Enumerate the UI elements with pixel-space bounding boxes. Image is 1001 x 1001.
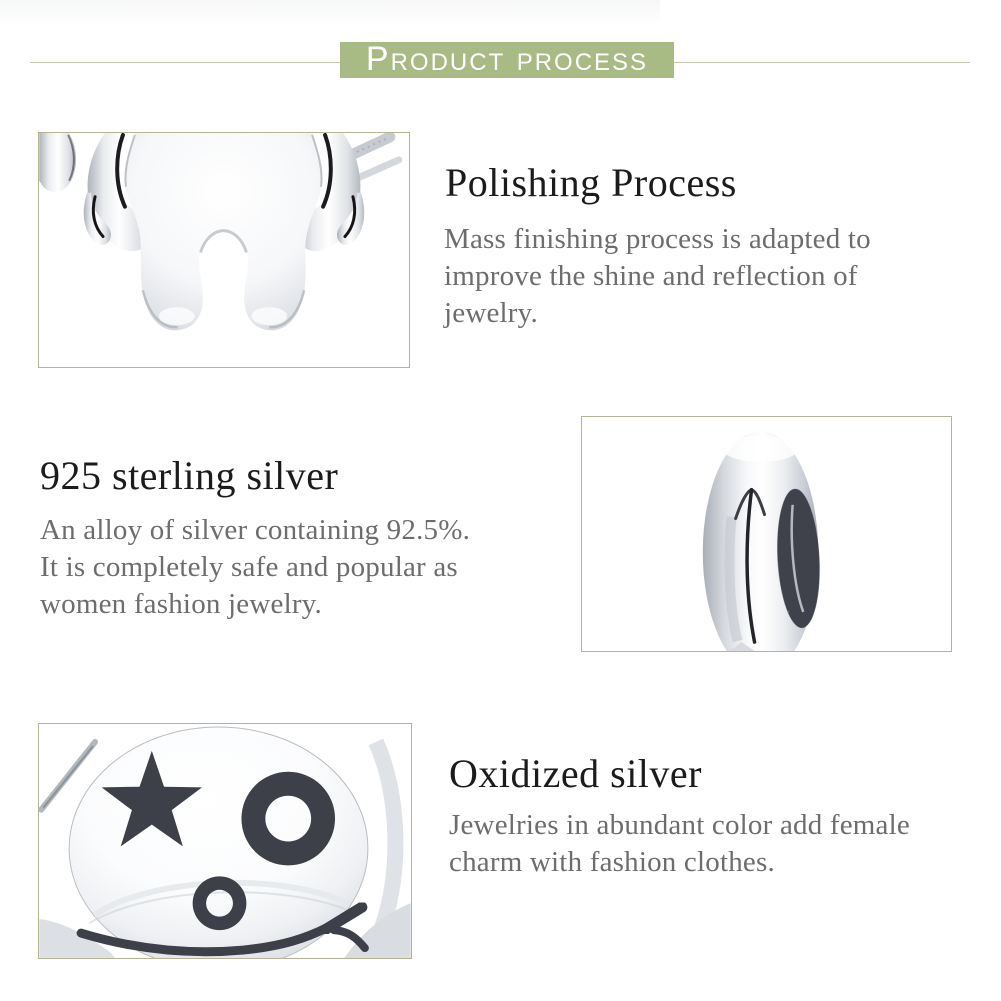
page-title: Product process [365, 40, 649, 78]
oxidized-body [449, 807, 910, 881]
body-line: Jewelries in abundant color add female [449, 809, 910, 841]
body-line: Mass finishing process is adapted to [444, 223, 871, 255]
body-line: women fashion jewelry. [40, 588, 322, 620]
polishing-heading: Polishing Process [445, 160, 737, 205]
polishing-photo [38, 132, 410, 368]
doll-face-photo [38, 723, 412, 959]
polishing-body [444, 221, 871, 332]
silver-spacer-bead-illustration [582, 417, 951, 651]
body-line: An alloy of silver containing 92.5%. [40, 514, 471, 546]
sterling-heading: 925 sterling silver [40, 453, 339, 498]
previous-photo-edge [0, 0, 660, 26]
spacer-bead-photo [581, 416, 952, 652]
silver-deer-charm-illustration [39, 133, 409, 367]
body-line: jewelry. [444, 297, 538, 329]
sterling-body [40, 512, 470, 623]
body-line: improve the shine and reflection of [444, 260, 858, 292]
body-line: It is completely safe and popular as [40, 551, 458, 583]
header-title-box [340, 42, 674, 78]
oxidized-doll-face-illustration [39, 724, 411, 958]
oxidized-heading: Oxidized silver [449, 751, 702, 796]
body-line: charm with fashion clothes. [449, 846, 775, 878]
